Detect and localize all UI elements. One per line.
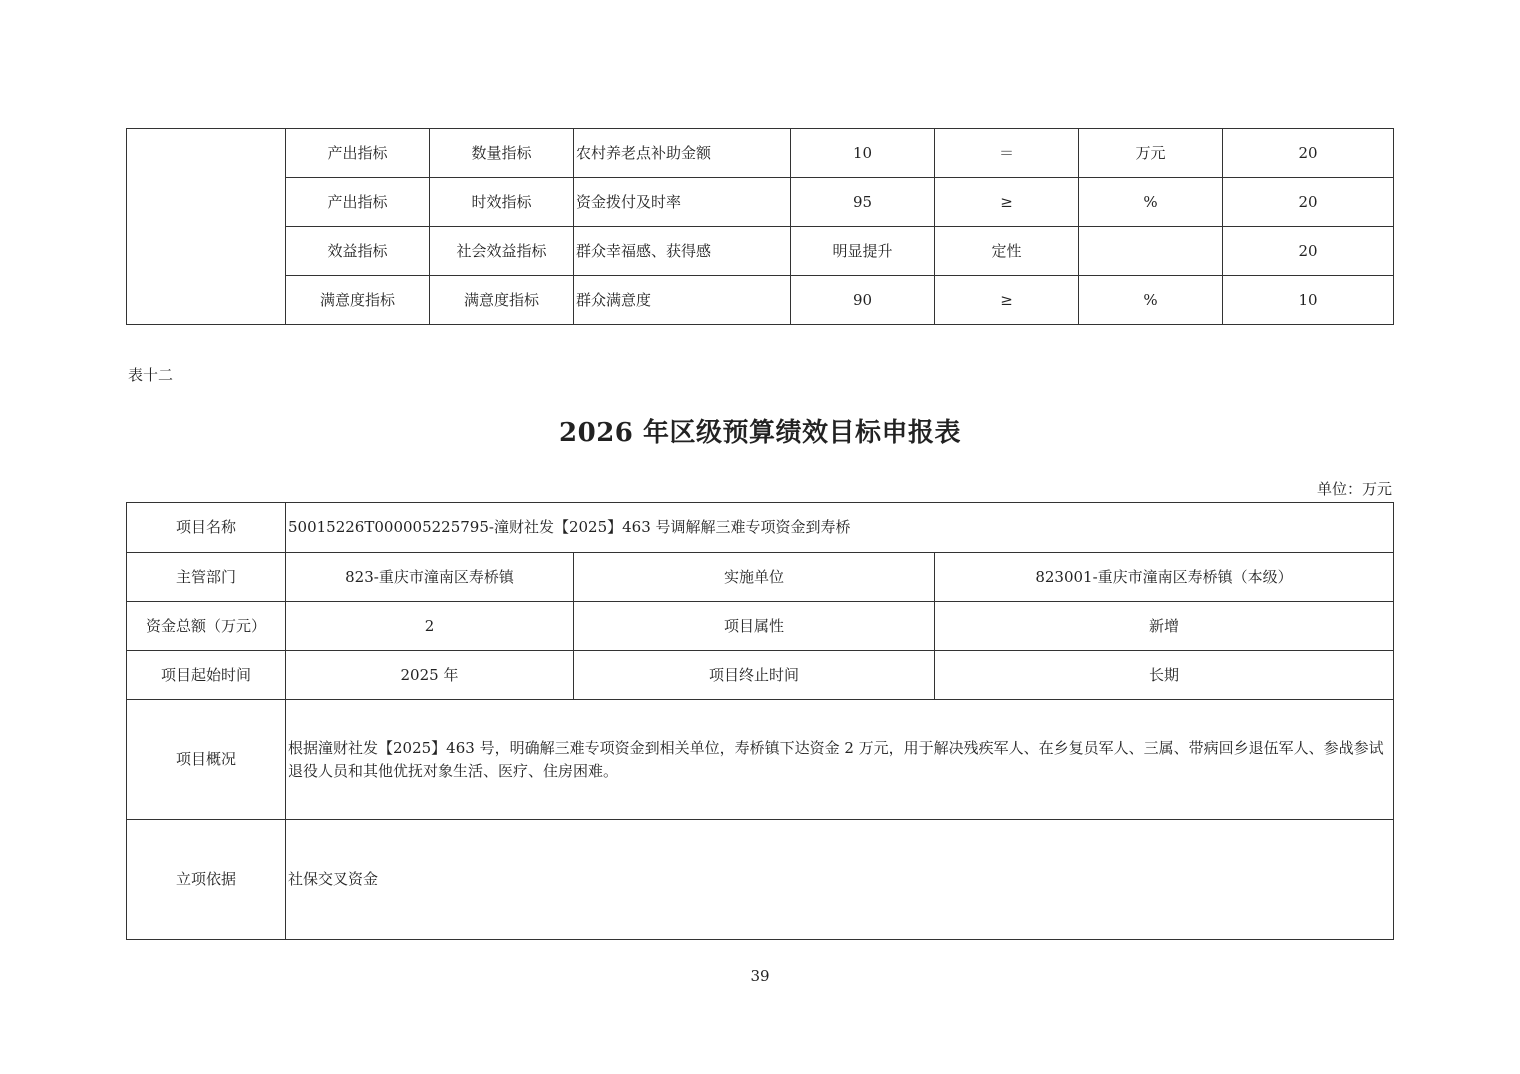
project-attribute-label: 项目属性 xyxy=(574,602,935,651)
indicator-operator: ≥ xyxy=(935,276,1079,325)
level1-indicator: 满意度指标 xyxy=(286,276,430,325)
indicator-weight: 10 xyxy=(1223,276,1394,325)
indicator-value: 95 xyxy=(791,178,935,227)
level2-indicator: 社会效益指标 xyxy=(430,227,574,276)
indicator-operator: 定性 xyxy=(935,227,1079,276)
level2-indicator: 满意度指标 xyxy=(430,276,574,325)
indicator-name: 群众幸福感、获得感 xyxy=(574,227,791,276)
project-name-label: 项目名称 xyxy=(127,503,286,553)
indicator-row xyxy=(127,276,1394,325)
indicator-row xyxy=(127,227,1394,276)
total-funds-label: 资金总额（万元） xyxy=(127,602,286,651)
table-label: 表十二 xyxy=(128,366,174,384)
page-number: 39 xyxy=(750,967,770,985)
basis-label: 立项依据 xyxy=(127,820,286,940)
start-time-value: 2025 年 xyxy=(286,651,574,700)
start-time-label: 项目起始时间 xyxy=(127,651,286,700)
basis-value: 社保交叉资金 xyxy=(286,820,1394,940)
indicator-row xyxy=(127,129,1394,178)
indicator-weight: 20 xyxy=(1223,129,1394,178)
indicator-weight: 20 xyxy=(1223,227,1394,276)
indicator-table xyxy=(126,128,1394,325)
level2-indicator: 数量指标 xyxy=(430,129,574,178)
total-funds-value: 2 xyxy=(286,602,574,651)
project-attribute-value: 新增 xyxy=(935,602,1394,651)
indicator-unit: % xyxy=(1079,178,1223,227)
project-table xyxy=(126,502,1394,940)
period-row xyxy=(127,651,1394,700)
project-name-value: 50015226T000005225795-潼财社发【2025】463 号调解解三难专项资金到寿桥 xyxy=(286,503,1394,553)
implementer-value: 823001-重庆市潼南区寿桥镇（本级） xyxy=(935,553,1394,602)
basis-row xyxy=(127,820,1394,940)
department-value: 823-重庆市潼南区寿桥镇 xyxy=(286,553,574,602)
level1-indicator: 效益指标 xyxy=(286,227,430,276)
project-name-row xyxy=(127,503,1394,553)
implementer-label: 实施单位 xyxy=(574,553,935,602)
indicator-value: 90 xyxy=(791,276,935,325)
indicator-unit: % xyxy=(1079,276,1223,325)
indicator-name: 群众满意度 xyxy=(574,276,791,325)
indicator-name: 资金拨付及时率 xyxy=(574,178,791,227)
funding-row xyxy=(127,602,1394,651)
level1-indicator: 产出指标 xyxy=(286,129,430,178)
page-title: 2026 年区级预算绩效目标申报表 xyxy=(559,418,961,448)
indicator-unit: 万元 xyxy=(1079,129,1223,178)
unit-label: 单位：万元 xyxy=(1316,480,1392,498)
level2-indicator: 时效指标 xyxy=(430,178,574,227)
indicator-unit xyxy=(1079,227,1223,276)
department-label: 主管部门 xyxy=(127,553,286,602)
indicator-weight: 20 xyxy=(1223,178,1394,227)
indicator-value: 10 xyxy=(791,129,935,178)
indicator-value: 明显提升 xyxy=(791,227,935,276)
level1-indicator: 产出指标 xyxy=(286,178,430,227)
indicator-name: 农村养老点补助金额 xyxy=(574,129,791,178)
indicator-operator: ≥ xyxy=(935,178,1079,227)
overview-label: 项目概况 xyxy=(127,700,286,820)
indicator-operator: ＝ xyxy=(935,129,1079,178)
overview-row xyxy=(127,700,1394,820)
end-time-value: 长期 xyxy=(935,651,1394,700)
department-row xyxy=(127,553,1394,602)
overview-value: 根据潼财社发【2025】463 号，明确解三难专项资金到相关单位，寿桥镇下达资金 2 万元，用于解决残疾军人、在乡复员军人、三属、带病回乡退伍军人、参战参试退役人员和其他优抚对象生活、医疗、住房困难。 xyxy=(286,700,1394,820)
indicator-blank-cell xyxy=(127,129,286,325)
end-time-label: 项目终止时间 xyxy=(574,651,935,700)
indicator-row xyxy=(127,178,1394,227)
